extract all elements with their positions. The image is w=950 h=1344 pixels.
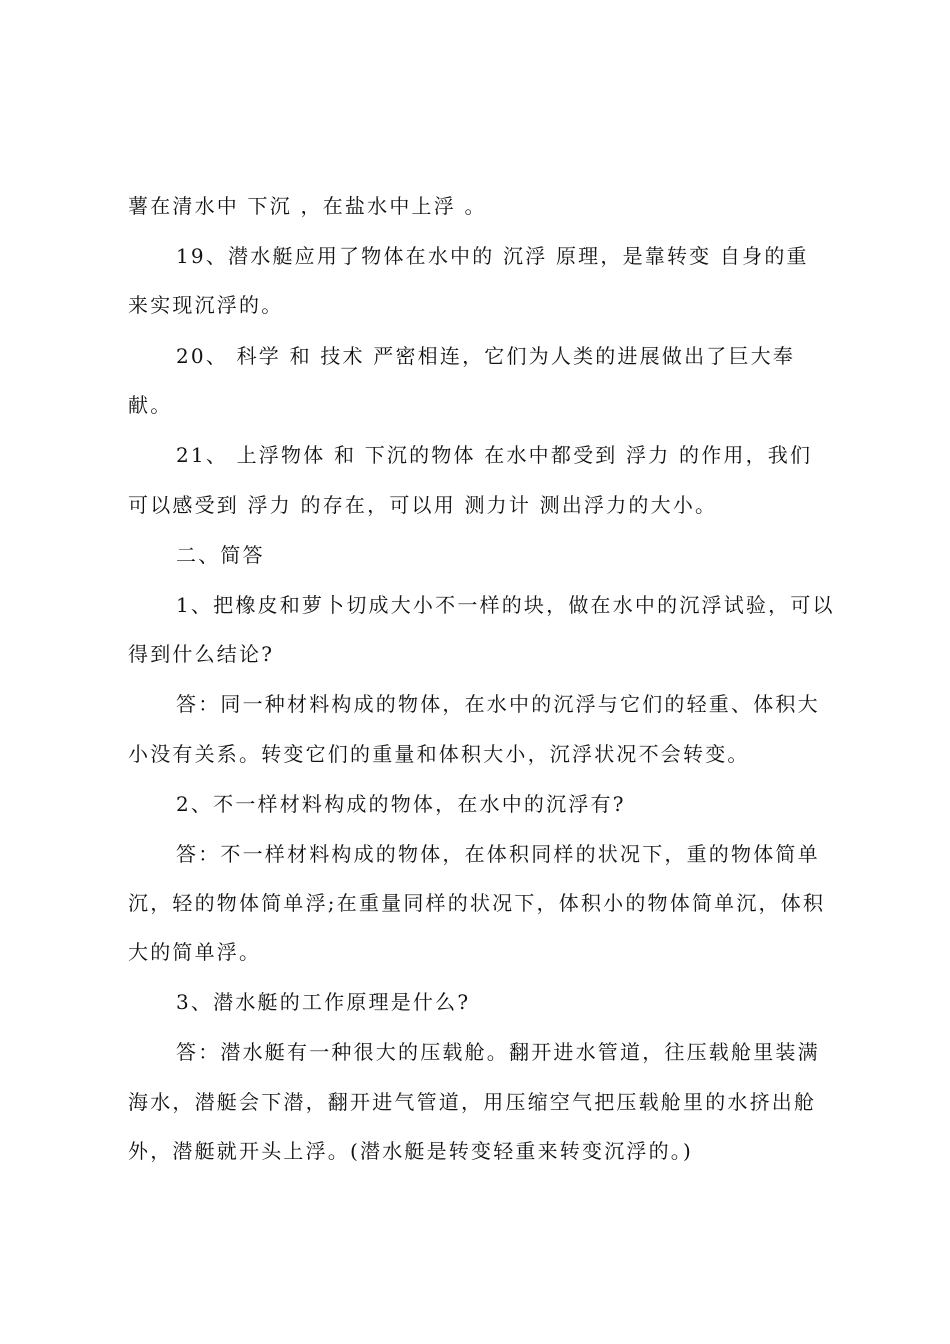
answer-1-continued: 小没有关系。转变它们的重量和体积大小，沉浮状况不会转变。 [128,742,750,766]
question-3: 3、潜水艇的工作原理是什么? [176,990,471,1014]
answer-3-continued-end: 外，潜艇就开头上浮。(潜水艇是转变轻重来转变沉浮的。) [128,1139,694,1163]
text-line-item-21: 21、 上浮物体 和 下沉的物体 在水中都受到 浮力 的作用，我们 [176,443,813,467]
answer-3: 答：潜水艇有一种很大的压载舱。翻开进水管道，往压载舱里装满 [176,1040,820,1064]
text-line-item-21-continued: 可以感受到 浮力 的存在，可以用 测力计 测出浮力的大小。 [128,493,718,517]
answer-3-continued: 海水，潜艇会下潜，翻开进气管道，用压缩空气把压载舱里的水挤出舱 [128,1090,817,1114]
question-1: 1、把橡皮和萝卜切成大小不一样的块，做在水中的沉浮试验，可以 [176,593,835,617]
text-line-item-19-continued: 来实现沉浮的。 [128,293,284,317]
answer-2-continued: 沉，轻的物体简单浮;在重量同样的状况下，体积小的物体简单沉，体积 [128,891,826,915]
answer-2: 答：不一样材料构成的物体，在体积同样的状况下，重的物体简单 [176,842,820,866]
text-line-fill-19-continued: 薯在清水中 下沉 ，在盐水中上浮 。 [128,194,487,218]
question-2: 2、不一样材料构成的物体，在水中的沉浮有? [176,792,626,816]
text-line-item-20: 20、 科学 和 技术 严密相连，它们为人类的进展做出了巨大奉 [176,344,796,368]
answer-1: 答：同一种材料构成的物体，在水中的沉浮与它们的轻重、体积大 [176,692,820,716]
text-line-item-20-continued: 献。 [128,393,173,417]
section-heading-short-answer: 二、简答 [176,543,265,567]
question-1-continued: 得到什么结论? [128,642,275,666]
answer-2-continued-end: 大的简单浮。 [128,940,262,964]
text-line-item-19: 19、潜水艇应用了物体在水中的 沉浮 原理，是靠转变 自身的重 [176,244,809,268]
